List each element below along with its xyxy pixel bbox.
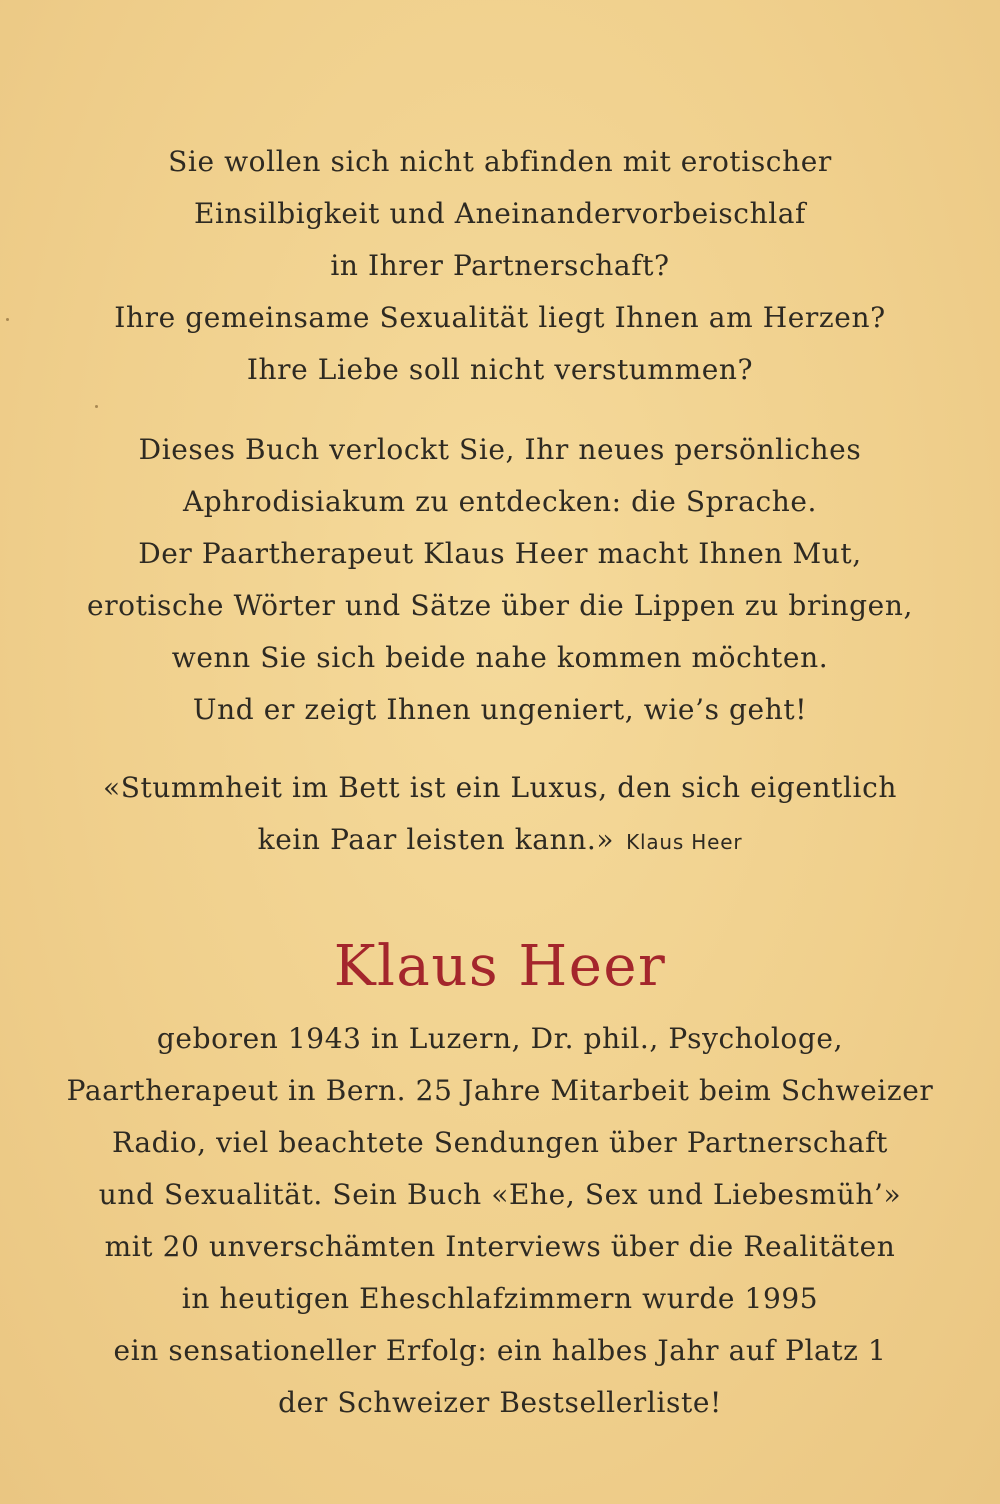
quote-line: kein Paar leisten kann.» xyxy=(257,823,615,856)
author-name-heading: Klaus Heer xyxy=(333,934,667,999)
author-bio xyxy=(0,1013,1000,1429)
text-line: erotische Wörter und Sätze über die Lippen zu bringen, xyxy=(87,589,913,622)
text-line: in Ihrer Partnerschaft? xyxy=(330,249,670,282)
bio-line: Radio, viel beachtete Sendungen über Partnerschaft xyxy=(112,1126,888,1159)
quote-attribution: Klaus Heer xyxy=(626,830,743,854)
text-line: Ihre Liebe soll nicht verstummen? xyxy=(246,353,754,386)
text-line: Ihre gemeinsame Sexualität liegt Ihnen am Herzen? xyxy=(114,301,886,334)
bio-line: Paartherapeut in Bern. 25 Jahre Mitarbeit beim Schweizer xyxy=(66,1074,934,1107)
text-line: Aphrodisiakum zu entdecken: die Sprache. xyxy=(182,485,818,518)
bio-line: ein sensationeller Erfolg: ein halbes Jahr auf Platz 1 xyxy=(113,1334,887,1367)
text-line: Der Paartherapeut Klaus Heer macht Ihnen Mut, xyxy=(138,537,862,570)
bio-line: mit 20 unverschämten Interviews über die Realitäten xyxy=(104,1230,896,1263)
text-line: Dieses Buch verlockt Sie, Ihr neues persönliches xyxy=(138,433,862,466)
bio-line: in heutigen Eheschlafzimmern wurde 1995 xyxy=(181,1282,819,1315)
blurb-paragraph-1 xyxy=(0,136,1000,396)
text-line: Einsilbigkeit und Aneinandervorbeischlaf xyxy=(193,197,807,230)
bio-line: der Schweizer Bestsellerliste! xyxy=(278,1386,722,1419)
text-line: Und er zeigt Ihnen ungeniert, wie’s geht! xyxy=(192,693,808,726)
bio-line: und Sexualität. Sein Buch «Ehe, Sex und Liebesmüh’» xyxy=(98,1178,902,1211)
author-quote xyxy=(0,762,1000,868)
text-line: Sie wollen sich nicht abfinden mit erotischer xyxy=(168,145,832,178)
quote-line: «Stummheit im Bett ist ein Luxus, den sich eigentlich xyxy=(102,771,898,804)
text-line: wenn Sie sich beide nahe kommen möchten. xyxy=(171,641,829,674)
bio-line: geboren 1943 in Luzern, Dr. phil., Psychologe, xyxy=(156,1022,844,1055)
quote-line-with-attribution xyxy=(0,814,1000,868)
blurb-paragraph-2 xyxy=(0,424,1000,736)
blurb-text xyxy=(0,136,1000,868)
